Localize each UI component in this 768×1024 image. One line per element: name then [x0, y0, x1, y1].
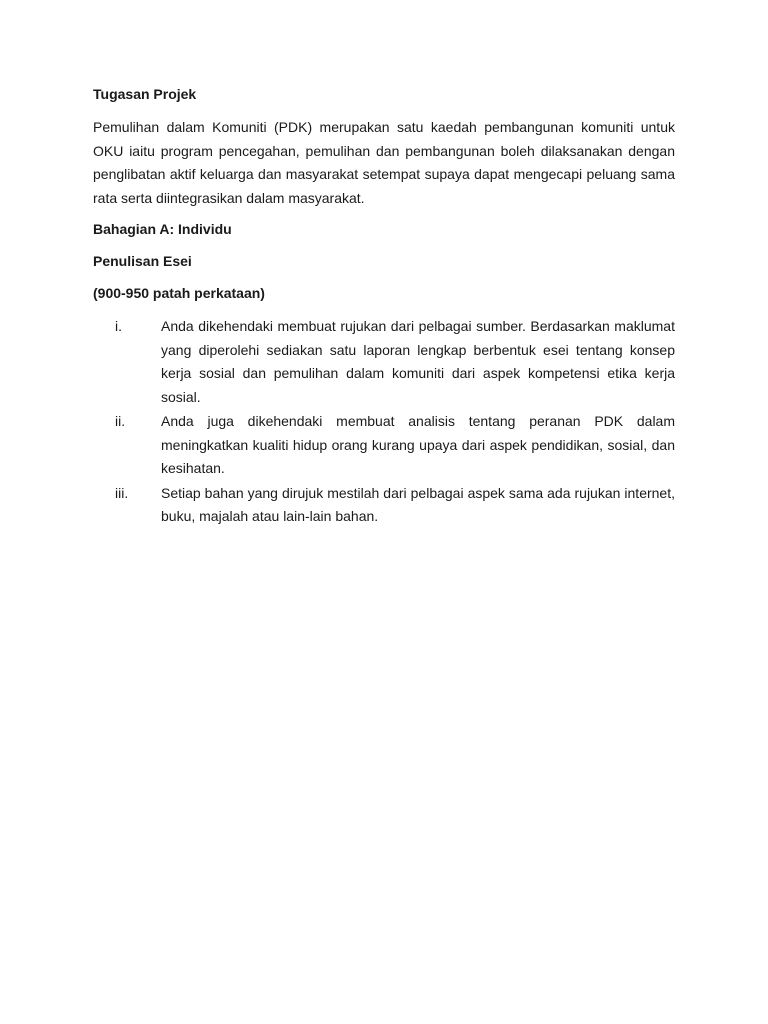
instruction-list [93, 315, 675, 529]
list-item-text: Setiap bahan yang dirujuk mestilah dari pelbagai aspek sama ada rujukan internet, buku, majalah atau lain-lain bahan. [161, 484, 675, 524]
list-numeral: i. [115, 318, 122, 334]
word-count-heading: (900-950 patah perkataan) [93, 285, 265, 301]
document-title: Tugasan Projek [93, 86, 197, 102]
list-item [93, 315, 675, 409]
list-item [93, 482, 675, 529]
section-heading: Bahagian A: Individu [93, 221, 232, 237]
subsection-heading: Penulisan Esei [93, 253, 192, 269]
list-item-text: Anda dikehendaki membuat rujukan dari pelbagai sumber. Berdasarkan maklumat yang diperolehi sediakan satu laporan lengkap berbentuk esei tentang konsep kerja sosial dan pemulihan dalam komuniti dari aspek kompetensi etika kerja sosial. [161, 318, 675, 405]
list-item-text: Anda juga dikehendaki membuat analisis tentang peranan PDK dalam meningkatkan kualiti hidup orang kurang upaya dari aspek pendidikan, sosial, dan kesihatan. [161, 413, 675, 476]
document-page [93, 84, 675, 530]
intro-paragraph: Pemulihan dalam Komuniti (PDK) merupakan satu kaedah pembangunan komuniti untuk OKU iaitu program pencegahan, pemulihan dan pembangunan boleh dilaksanakan dengan penglibatan aktif keluarga dan masyarakat setempat supaya dapat mengecapi peluang sama rata serta diintegrasikan dalam masyarakat. [93, 119, 675, 206]
list-numeral: iii. [115, 484, 129, 501]
list-numeral: ii. [115, 413, 126, 429]
list-item [93, 410, 675, 481]
